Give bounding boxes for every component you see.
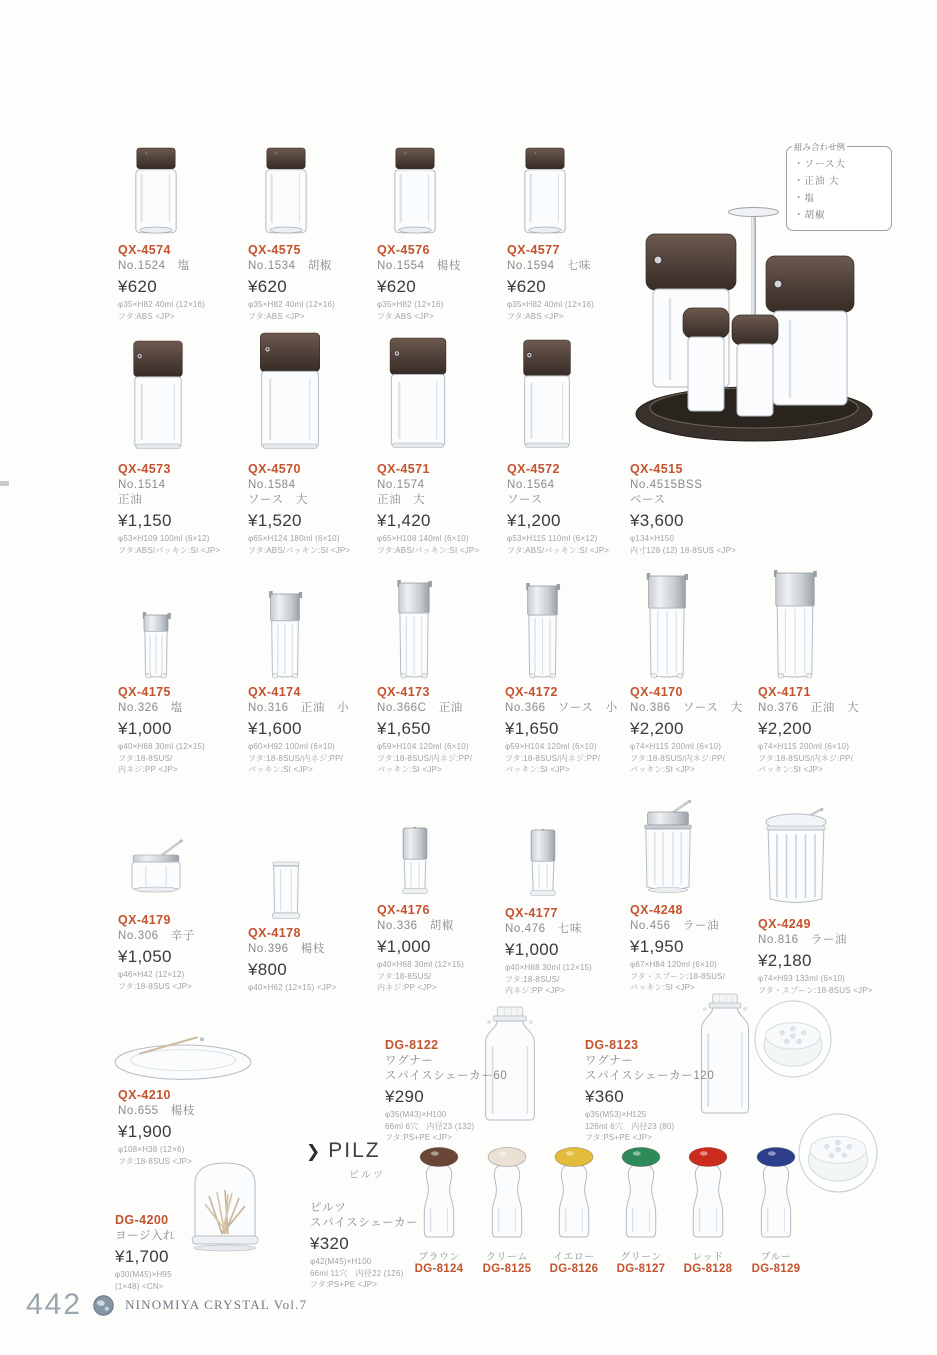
product-name: No.366 ソース 小 [505, 702, 618, 714]
product-spec: パッキン:SI <JP> [377, 765, 443, 774]
product-spec: φ134×H150 [630, 534, 675, 543]
product-spec: φ40×H68 30ml (12×15) [118, 742, 206, 751]
product-spec: φ40×H68 30ml (12×15) [505, 963, 593, 972]
product-info-qx-4577 [507, 243, 637, 322]
pilz-color-name: クリーム [486, 1252, 528, 1263]
product-name: スパイスシェーカー120 [585, 1070, 715, 1082]
product-code: QX-4175 [118, 685, 171, 699]
product-photo-qx-4178 [268, 861, 304, 921]
product-code: QX-4172 [505, 685, 558, 699]
globe-logo-icon [93, 1295, 114, 1316]
product-code: QX-4170 [630, 685, 683, 699]
product-spec: パッキン:SI <JP> [505, 765, 571, 774]
product-spec: φ53×H115 110ml (6×12) [507, 534, 598, 543]
product-photo-qx-4574 [132, 147, 180, 237]
product-price: ¥1,050 [118, 947, 172, 966]
product-name: No.1594 七味 [507, 260, 591, 272]
pilz-variant-code: DG-8125 [482, 1263, 532, 1275]
product-spec: φ65×H124 180ml (6×10) [248, 534, 340, 543]
pilz-variant-code: DG-8128 [683, 1263, 733, 1275]
product-name: No.316 正油 小 [248, 702, 350, 714]
product-spec: φ74×H115 200ml (6×10) [630, 742, 722, 751]
combo-item: ・胡椒 [794, 210, 826, 221]
pilz-bottle-photo [544, 1146, 604, 1245]
product-spec: フタ:18-8SUS/ [118, 753, 173, 763]
page-number: 442 [26, 1288, 83, 1321]
product-code: DG-8122 [385, 1038, 439, 1052]
product-spec: フタ:ABS <JP> [507, 311, 564, 321]
product-spec: 66ml 6穴 内径23 (132) [385, 1121, 475, 1131]
product-name: 正油 [118, 494, 143, 506]
product-price: ¥620 [118, 277, 158, 296]
product-code: QX-4573 [118, 462, 171, 476]
product-info-qx-4174 [248, 685, 378, 776]
product-spec: フタ:18-8SUS/内ネジ:PP/ [630, 753, 726, 763]
product-price: ¥800 [248, 960, 288, 979]
product-price: ¥620 [507, 277, 547, 296]
product-spec: フタ:18-8SUS/内ネジ:PP/ [758, 753, 854, 763]
product-price: ¥620 [248, 277, 288, 296]
product-name: No.336 胡椒 [377, 920, 454, 932]
product-photo-qx-4175 [141, 612, 171, 680]
product-code: QX-4176 [377, 903, 430, 917]
product-spec: フタ:PS+PE <JP> [585, 1133, 653, 1142]
combo-item: ・塩 [794, 193, 816, 204]
pilz-variant-dg-8125 [477, 1146, 537, 1275]
product-spec: フタ:18-8SUS <JP> [118, 981, 193, 991]
product-info-qx-4571 [377, 462, 507, 556]
product-code: DG-4200 [115, 1213, 169, 1227]
product-info-qx-4248 [630, 903, 760, 994]
pilz-product-name: ピルツ [310, 1202, 347, 1214]
product-info-qx-4173 [377, 685, 507, 776]
product-spec: φ74×H115 200ml (6×10) [758, 742, 850, 751]
product-info-dg-4200 [115, 1213, 245, 1292]
product-price: ¥1,420 [377, 511, 431, 530]
product-info-dg-8123 [585, 1038, 735, 1144]
product-spec: φ60×H92 100ml (6×10) [248, 742, 336, 751]
product-name: ソース 大 [248, 494, 308, 506]
product-spec: フタ:18-8SUS/内ネジ:PP/ [377, 753, 473, 763]
product-name: ベース [630, 494, 666, 506]
pilz-color-name: レッド [692, 1252, 724, 1263]
product-photo-qx-4570 [257, 332, 323, 452]
product-info-dg-8122 [385, 1038, 530, 1144]
product-name: No.386 ソース 大 [630, 702, 743, 714]
product-photo-qx-4172 [524, 583, 561, 680]
product-code: QX-4179 [118, 913, 171, 927]
product-code: QX-4574 [118, 243, 171, 257]
product-photo-qx-4170 [644, 573, 690, 680]
product-price: ¥360 [585, 1087, 625, 1106]
pilz-variant-dg-8127 [611, 1146, 671, 1275]
product-spec: フタ:ABS/パッキン:SI <JP> [377, 545, 480, 555]
pilz-variant-code: DG-8127 [616, 1263, 666, 1275]
product-code: QX-4171 [758, 685, 811, 699]
product-photo-qx-4572 [521, 339, 573, 451]
product-spec: φ65×H108 140ml (6×10) [377, 534, 469, 543]
product-info-qx-4172 [505, 685, 635, 776]
product-photo-qx-4573 [131, 340, 185, 452]
brand-name: NINOMIYA CRYSTAL Vol.7 [125, 1297, 308, 1312]
product-photo-qx-4248 [638, 799, 698, 896]
product-info-qx-4575 [248, 243, 378, 322]
pilz-price: ¥320 [310, 1234, 350, 1253]
product-info-qx-4177 [505, 906, 635, 997]
product-info-qx-4573 [118, 462, 248, 556]
pilz-variant-dg-8124 [409, 1146, 469, 1275]
dg8123-cap-detail-photo [754, 1000, 832, 1078]
product-info-qx-4249 [758, 917, 888, 996]
combo-item: ・正油 大 [794, 176, 840, 187]
product-spec: φ59×H104 120ml (6×10) [505, 742, 597, 751]
product-spec: (1×48) <CN> [115, 1281, 164, 1291]
chevron-right-icon: ❯ [306, 1142, 323, 1161]
product-price: ¥1,000 [118, 719, 172, 738]
product-price: ¥1,650 [505, 719, 559, 738]
product-price: ¥1,950 [630, 937, 684, 956]
product-spec: パッキン:SI <JP> [630, 983, 696, 992]
pilz-spec: 66ml 11穴 内径22 (126) [310, 1268, 404, 1278]
product-code: QX-4570 [248, 462, 301, 476]
product-spec: フタ:ABS <JP> [248, 311, 305, 321]
product-code: QX-4178 [248, 926, 301, 940]
product-spec: φ53×H109 100ml (6×12) [118, 534, 210, 543]
pilz-variant-code: DG-8126 [549, 1263, 599, 1275]
product-photo-qx-4173 [395, 580, 433, 680]
edge-mark [0, 481, 9, 486]
pilz-color-name: ブルー [760, 1252, 792, 1263]
product-spec: 内ネジ:PP <JP> [118, 765, 178, 774]
product-price: ¥1,520 [248, 511, 302, 530]
product-name: 正油 大 [377, 494, 426, 506]
product-spec: φ108×H38 (12×6) [118, 1145, 185, 1154]
product-name: No.1584 [248, 479, 296, 491]
product-photo-qx-4179 [126, 838, 186, 894]
pilz-subtitle: ピルツ [349, 1170, 385, 1181]
product-code: QX-4249 [758, 917, 811, 931]
product-spec: パッキン:SI <JP> [630, 765, 696, 774]
product-price: ¥3,600 [630, 511, 684, 530]
pilz-bottle-photo [746, 1146, 806, 1245]
product-spec: φ59×H104 120ml (6×10) [377, 742, 469, 751]
product-price: ¥1,700 [115, 1247, 169, 1266]
pilz-variant-dg-8126 [544, 1146, 604, 1275]
pilz-product-name: スパイスシェーカー [310, 1217, 419, 1229]
product-info-qx-4175 [118, 685, 248, 776]
product-code: QX-4174 [248, 685, 301, 699]
product-name: No.1564 [507, 479, 555, 491]
product-spec: フタ:18-8SUS/ [505, 974, 560, 984]
product-info-qx-4179 [118, 913, 248, 992]
product-name: ワグナー [385, 1055, 434, 1067]
product-spec: 内ネジ:PP <JP> [505, 986, 565, 995]
product-photo-qx-4174 [267, 591, 303, 680]
product-info-qx-4178 [248, 926, 378, 994]
product-photo-qx-4177 [526, 827, 560, 898]
pilz-variant-code: DG-8129 [751, 1263, 801, 1275]
product-code: QX-4572 [507, 462, 560, 476]
product-code: QX-4575 [248, 243, 301, 257]
pilz-variant-dg-8128 [678, 1146, 738, 1275]
product-name: ヨージ入れ [115, 1230, 176, 1242]
product-spec: フタ:ABS/パッキン:SI <JP> [507, 545, 610, 555]
product-price: ¥1,650 [377, 719, 431, 738]
product-spec: フタ:PS+PE <JP> [385, 1133, 453, 1142]
product-name: No.816 ラー油 [758, 934, 848, 946]
product-spec: φ35×H82 40ml (12×16) [507, 300, 595, 309]
product-code: QX-4248 [630, 903, 683, 917]
product-name: No.396 楊枝 [248, 943, 325, 955]
product-name: No.366C 正油 [377, 702, 463, 714]
product-info-qx-4576 [377, 243, 507, 322]
product-price: ¥1,200 [507, 511, 561, 530]
product-code: QX-4576 [377, 243, 430, 257]
product-spec: φ35×H82 40ml (12×16) [248, 300, 336, 309]
product-spec: φ35×H82 40ml (12×16) [118, 300, 206, 309]
product-code: QX-4571 [377, 462, 430, 476]
product-name: No.4515BSS [630, 479, 703, 491]
product-name: スパイスシェーカー60 [385, 1070, 508, 1082]
product-name: No.1534 胡椒 [248, 260, 332, 272]
product-info-qx-4572 [507, 462, 637, 556]
product-info-qx-4570 [248, 462, 378, 556]
product-price: ¥2,200 [758, 719, 812, 738]
product-price: ¥2,200 [630, 719, 684, 738]
product-spec: φ35×H82 (12×16) [377, 300, 444, 309]
product-photo-qx-4577 [521, 147, 569, 237]
product-photo-qx-4176 [398, 825, 432, 896]
pilz-color-name: イエロー [553, 1252, 595, 1263]
product-info-qx-4170 [630, 685, 760, 776]
product-spec: φ30(M45)×H95 [115, 1270, 172, 1279]
product-photo-qx-4515 [628, 196, 880, 456]
product-spec: フタ:18-8SUS <JP> [118, 1156, 193, 1166]
product-price: ¥1,600 [248, 719, 302, 738]
product-spec: フタ・スプーン:18-8SUS <JP> [758, 985, 873, 995]
product-price: ¥1,150 [118, 511, 172, 530]
product-price: ¥290 [385, 1087, 425, 1106]
product-spec: フタ:18-8SUS/内ネジ:PP/ [505, 753, 601, 763]
product-spec: フタ・スプーン:18-8SUS/ [630, 971, 726, 981]
product-code: QX-4577 [507, 243, 560, 257]
product-spec: フタ:ABS/パッキン:SI <JP> [118, 545, 221, 555]
product-name: No.655 楊枝 [118, 1105, 195, 1117]
product-code: QX-4173 [377, 685, 430, 699]
pilz-variant-dg-8129 [746, 1146, 806, 1275]
combo-item: ・ソース大 [794, 159, 847, 170]
pilz-bottle-photo [611, 1146, 671, 1245]
combo-title: 組み合わせ例 [794, 142, 846, 152]
product-photo-qx-4571 [387, 337, 449, 451]
product-spec: φ35(M43)×H100 [385, 1110, 447, 1119]
product-photo-qx-4210 [110, 1032, 256, 1084]
product-spec: フタ:18-8SUS/内ネジ:PP/ [248, 753, 344, 763]
pilz-spec: フタ:PS+PE <JP> [310, 1280, 378, 1289]
product-spec: パッキン:SI <JP> [248, 765, 314, 774]
product-spec: φ35(M53)×H125 [585, 1110, 647, 1119]
product-price: ¥2,180 [758, 951, 812, 970]
product-spec: 126ml 6穴 内径23 (80) [585, 1121, 675, 1131]
product-info-qx-4515 [630, 462, 775, 556]
product-info-qx-4176 [377, 903, 507, 994]
product-code: QX-4515 [630, 462, 683, 476]
product-name: No.1524 塩 [118, 260, 190, 272]
product-name: No.326 塩 [118, 702, 183, 714]
product-spec: φ40×H62 (12×15) <JP> [248, 983, 337, 992]
page-footer [26, 1288, 307, 1322]
product-photo-qx-4249 [762, 807, 830, 908]
product-price: ¥1,900 [118, 1122, 172, 1141]
product-spec: フタ:ABS/パッキン:SI <JP> [248, 545, 351, 555]
product-code: QX-4177 [505, 906, 558, 920]
product-spec: フタ:18-8SUS/ [377, 971, 432, 981]
pilz-bottle-photo [477, 1146, 537, 1245]
product-photo-qx-4575 [262, 147, 310, 237]
pilz-color-name: ブラウン [418, 1252, 460, 1263]
product-name: No.1554 楊枝 [377, 260, 461, 272]
product-code: QX-4210 [118, 1088, 171, 1102]
product-spec: φ46×H42 (12×12) [118, 970, 185, 979]
product-spec: フタ:ABS <JP> [377, 311, 434, 321]
product-name: No.1574 [377, 479, 425, 491]
product-spec: φ74×H93 133ml (6×10) [758, 974, 846, 983]
product-spec: 内ネジ:PP <JP> [377, 983, 437, 992]
product-spec: フタ:ABS <JP> [118, 311, 175, 321]
pilz-spec: φ42(M45)×H100 [310, 1257, 372, 1266]
pilz-bottle-photo [409, 1146, 469, 1245]
product-spec: φ40×H68 30ml (12×15) [377, 960, 465, 969]
product-name: No.376 正油 大 [758, 702, 860, 714]
product-name: No.476 七味 [505, 923, 582, 935]
product-spec: φ67×H84 120ml (6×10) [630, 960, 718, 969]
pilz-color-name: グリーン [620, 1252, 662, 1263]
product-name: ワグナー [585, 1055, 634, 1067]
product-price: ¥1,000 [505, 940, 559, 959]
pilz-section-header [306, 1139, 381, 1163]
pilz-variant-code: DG-8124 [414, 1263, 464, 1275]
product-name: ソース [507, 494, 543, 506]
product-code: DG-8123 [585, 1038, 639, 1052]
product-spec: パッキン:SI <JP> [758, 765, 824, 774]
pilz-title: PILZ [328, 1139, 381, 1162]
pilz-bottle-photo [678, 1146, 738, 1245]
product-photo-qx-4576 [391, 147, 439, 237]
product-price: ¥620 [377, 277, 417, 296]
pilz-cap-detail-photo [798, 1113, 878, 1193]
product-info-qx-4574 [118, 243, 248, 322]
product-name: No.306 辛子 [118, 930, 195, 942]
product-photo-qx-4171 [771, 570, 819, 680]
product-name: No.456 ラー油 [630, 920, 720, 932]
product-spec: 内寸128 (12) 18-8SUS <JP> [630, 545, 736, 555]
product-price: ¥1,000 [377, 937, 431, 956]
product-info-qx-4171 [758, 685, 888, 776]
product-name: No.1514 [118, 479, 166, 491]
